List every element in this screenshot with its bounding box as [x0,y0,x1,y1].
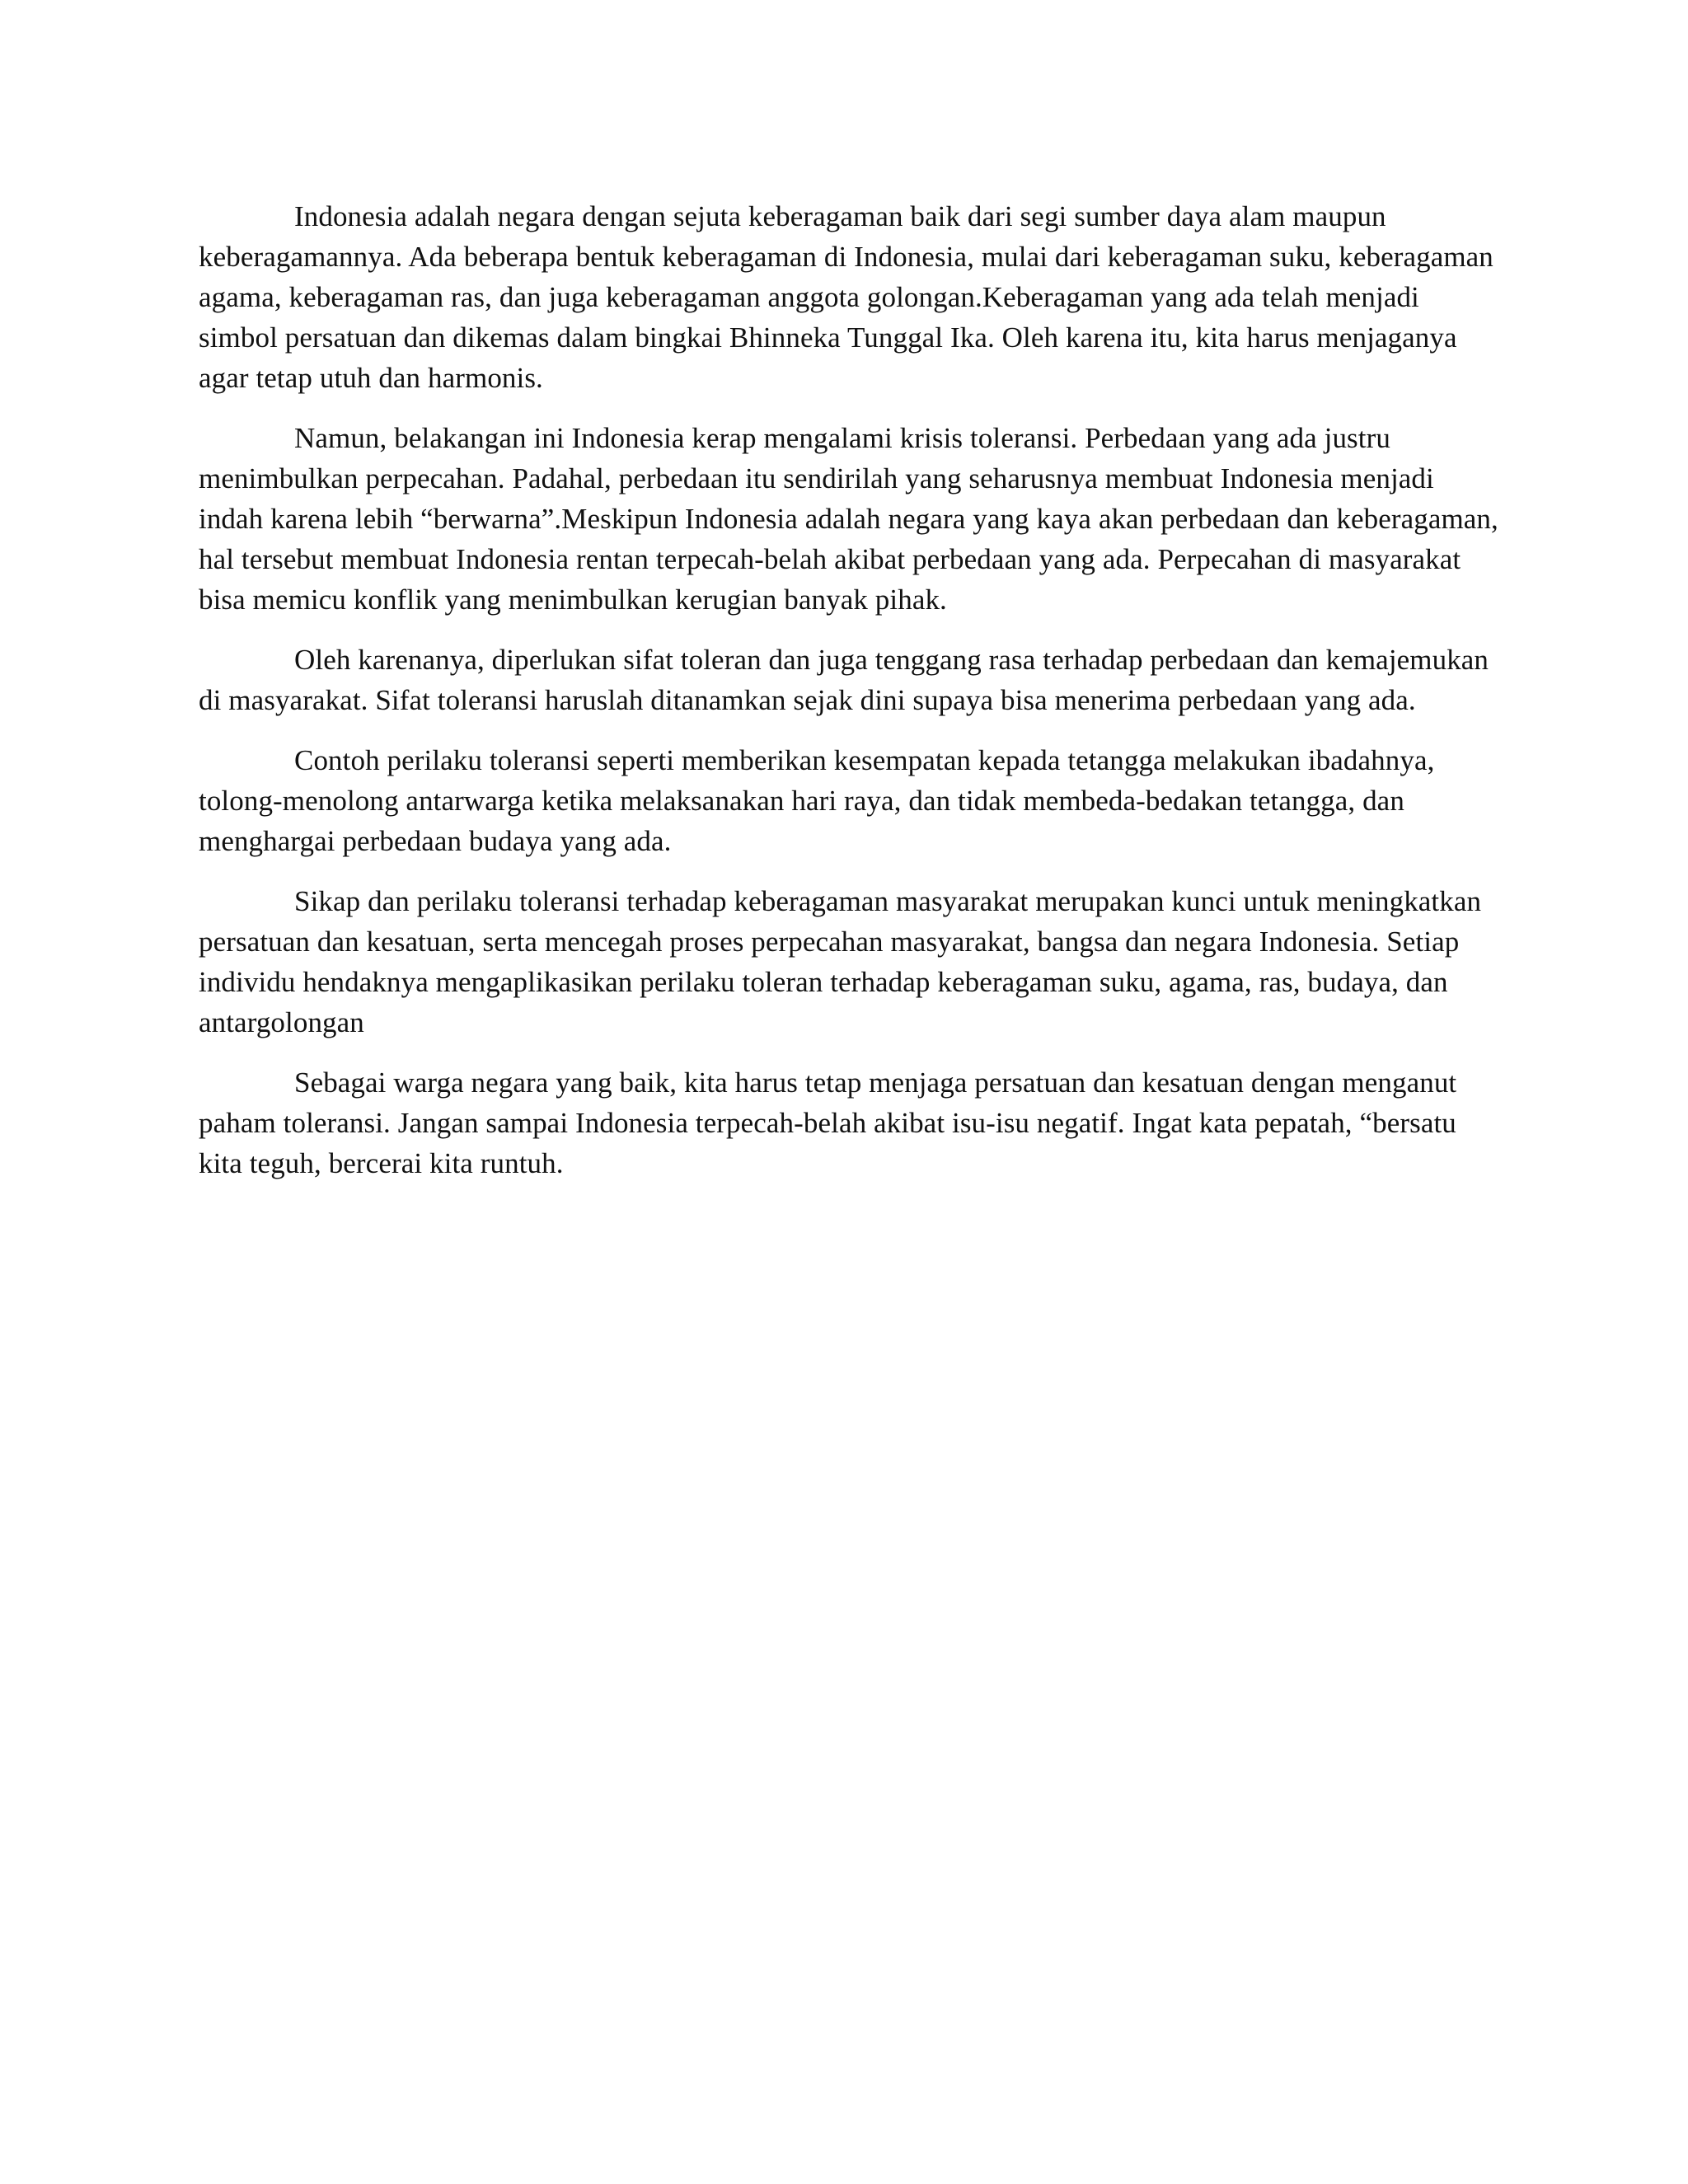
paragraph-5: Sikap dan perilaku toleransi terhadap keberagaman masyarakat merupakan kunci untuk meningkatkan persatuan dan kesatuan, serta mencegah proses perpecahan masyarakat, bangsa dan negara Indonesia. Setiap individu hendaknya mengaplikasikan perilaku toleran terhadap keberagaman suku, agama, ras, budaya, dan antargolongan [199,885,1482,1038]
paragraph-3: Oleh karenanya, diperlukan sifat toleran dan juga tenggang rasa terhadap perbedaan dan kemajemukan di masyarakat. Sifat toleransi haruslah ditanamkan sejak dini supaya bisa menerima perbedaan yang ada. [199,644,1489,716]
paragraph-4: Contoh perilaku toleransi seperti memberikan kesempatan kepada tetangga melakukan ibadahnya, tolong-menolong antarwarga ketika melaksanakan hari raya, dan tidak membeda-bedakan tetangga, dan menghargai perbedaan budaya yang ada. [199,744,1435,857]
paragraph-6: Sebagai warga negara yang baik, kita harus tetap menjaga persatuan dan kesatuan dengan menganut paham toleransi. Jangan sampai Indonesia terpecah-belah akibat isu-isu negatif. Ingat kata pepatah, “bersatu kita teguh, bercerai kita runtuh. [199,1066,1457,1179]
paragraph-2: Namun, belakangan ini Indonesia kerap mengalami krisis toleransi. Perbedaan yang ada justru menimbulkan perpecahan. Padahal, perbedaan itu sendirilah yang seharusnya membuat Indonesia menjadi indah karena lebih “berwarna”.Meskipun Indonesia adalah negara yang kaya akan perbedaan dan keberagaman, hal tersebut membuat Indonesia rentan terpecah-belah akibat perbedaan yang ada. Perpecahan di masyarakat bisa memicu konflik yang menimbulkan kerugian banyak pihak. [199,422,1498,616]
paragraph-1: Indonesia adalah negara dengan sejuta keberagaman baik dari segi sumber daya alam maupun keberagamannya. Ada beberapa bentuk keberagaman di Indonesia, mulai dari keberagaman suku, keberagaman agama, keberagaman ras, dan juga keberagaman anggota golongan.Keberagaman yang ada telah menjadi simbol persatuan dan dikemas dalam bingkai Bhinneka Tunggal Ika. Oleh karena itu, kita harus menjaganya agar tetap utuh dan harmonis. [199,200,1493,394]
document-body [199,196,1501,1203]
